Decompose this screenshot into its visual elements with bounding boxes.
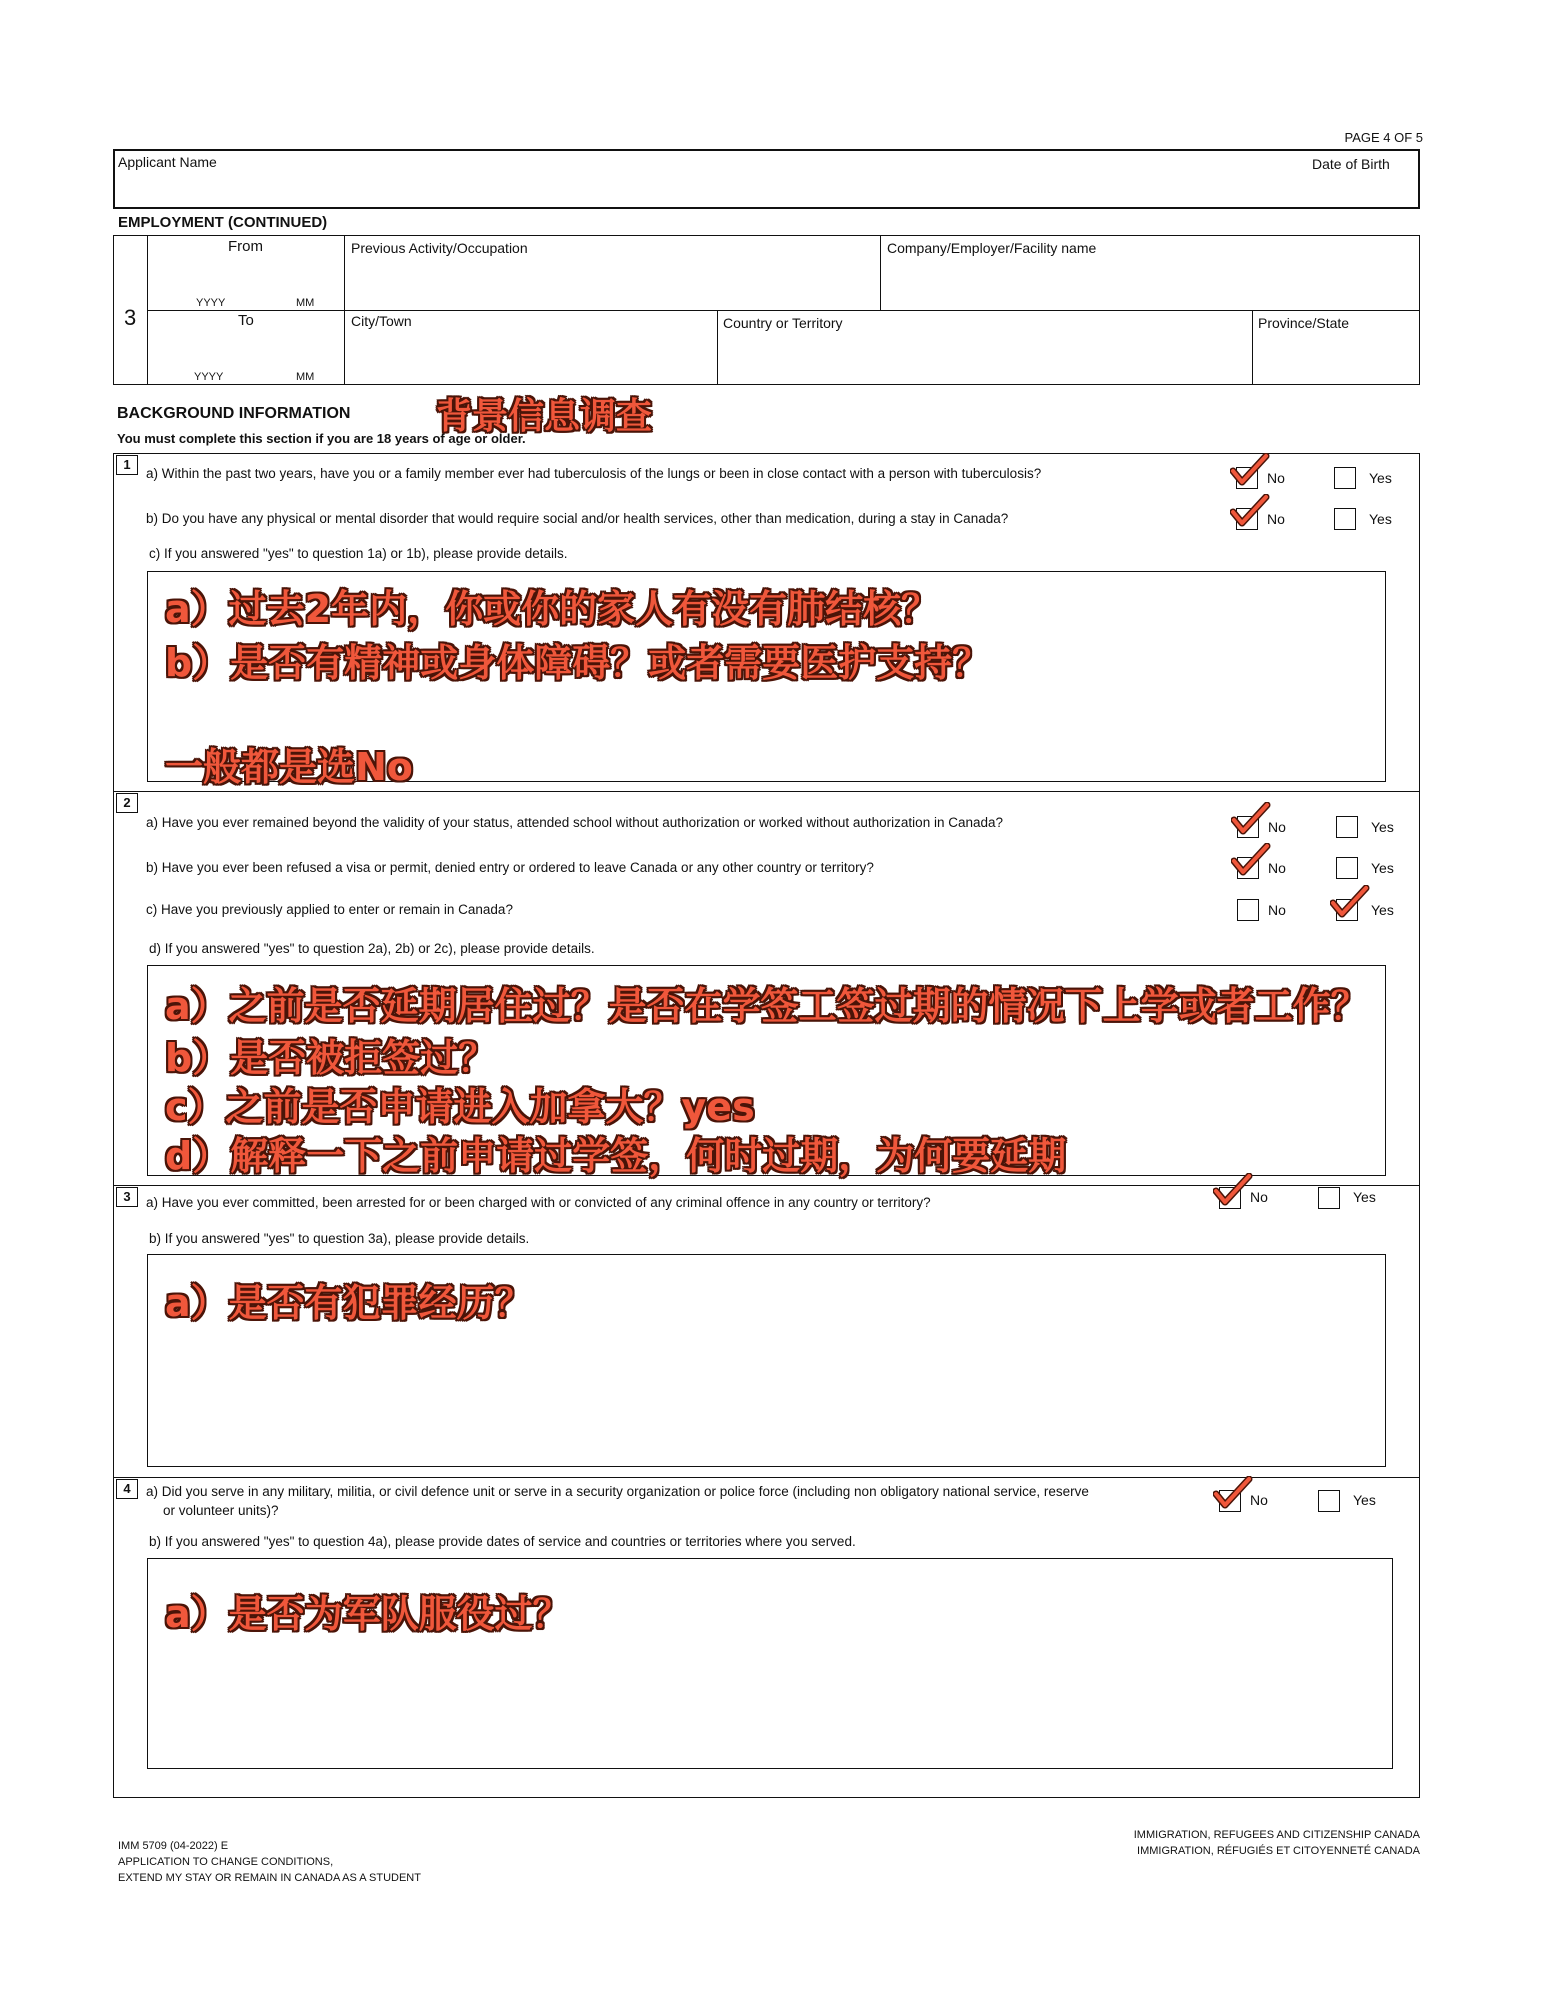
footer-dept-fr: IMMIGRATION, RÉFUGIÉS ET CITOYENNETÉ CANADA [1137,1845,1420,1857]
q1b-no-label: No [1267,511,1285,527]
q1a-yes-label: Yes [1369,470,1392,486]
company-label: Company/Employer/Facility name [887,240,1097,256]
question-1a-text: a) Within the past two years, have you or a family member ever had tuberculosis of the lungs or been in close contact with a person with tuberculosis? [146,466,1042,481]
previous-activity-label: Previous Activity/Occupation [351,240,528,256]
q1b-yes-checkbox[interactable] [1334,508,1356,530]
q2a-yes-label: Yes [1371,819,1394,835]
question-4-number: 4 [116,1479,138,1499]
to-mm: MM [296,371,315,383]
q1-annotation-b: b）是否有精神或身体障碍？或者需要医护支持？ [165,641,991,685]
dob-label: Date of Birth [1312,156,1390,172]
question-2b-text: b) Have you ever been refused a visa or permit, denied entry or ordered to leave Canada or any other country or territory? [146,860,874,875]
footer-form-title-1: APPLICATION TO CHANGE CONDITIONS, [118,1856,334,1868]
question-2a-text: a) Have you ever remained beyond the validity of your status, attended school without authorization or worked without authorization in Canada? [146,815,1004,830]
q4a-no-label: No [1250,1492,1268,1508]
q2-annotation-b: b）是否被拒签过？ [165,1036,497,1080]
q2-annotation-d: d）解释一下之前申请过学签，何时过期，为何要延期 [165,1134,1067,1178]
question-1-number: 1 [116,455,138,475]
q2c-yes-label: Yes [1371,902,1394,918]
background-title: BACKGROUND INFORMATION [117,405,351,422]
question-4a-text-line1: a) Did you serve in any military, militia, or civil defence unit or serve in a security organization or police force (including non obligatory national service, reserve [146,1484,1089,1499]
q3a-checkmark-icon [1213,1173,1253,1209]
q3a-no-label: No [1250,1189,1268,1205]
q4a-yes-checkbox[interactable] [1318,1490,1340,1512]
background-annotation: 背景信息调查 [436,396,653,437]
q2-annotation-a: a）之前是否延期居住过？是否在学签工签过期的情况下上学或者工作？ [165,984,1369,1028]
question-1b-text: b) Do you have any physical or mental disorder that would require social and/or health services, other than medication, during a stay in Canada? [146,511,1009,526]
q2a-checkmark-icon [1231,802,1271,838]
q1-annotation-a: a）过去2年内，你或你的家人有没有肺结核？ [165,587,940,631]
city-label: City/Town [351,313,412,329]
footer-form-title-2: EXTEND MY STAY OR REMAIN IN CANADA AS A STUDENT [118,1872,421,1884]
applicant-name-label: Applicant Name [118,154,217,170]
q2c-no-label: No [1268,902,1286,918]
employment-row-number: 3 [124,305,137,330]
to-yyyy: YYYY [194,371,224,383]
q3-annotation-a: a）是否有犯罪经历？ [165,1281,533,1325]
question-2d-text: d) If you answered "yes" to question 2a), 2b) or 2c), please provide details. [149,941,595,956]
question-2-number: 2 [116,793,138,813]
q2a-yes-checkbox[interactable] [1336,816,1358,838]
q2b-no-label: No [1268,860,1286,876]
q2b-yes-label: Yes [1371,860,1394,876]
question-3b-text: b) If you answered "yes" to question 3a), please provide details. [149,1231,530,1246]
from-mm: MM [296,297,315,309]
q4a-checkmark-icon [1213,1476,1253,1512]
q1a-yes-checkbox[interactable] [1334,467,1356,489]
employment-title: EMPLOYMENT (CONTINUED) [118,214,328,231]
q4-annotation-a: a）是否为军队服役过？ [165,1592,571,1636]
q2c-checkmark-icon [1330,885,1370,921]
from-label: From [228,238,263,255]
applicant-header-box [113,149,1420,209]
q1-annotation-note: 一般都是选No [165,745,413,789]
question-1c-text: c) If you answered "yes" to question 1a) or 1b), please provide details. [149,546,568,561]
q2a-no-label: No [1268,819,1286,835]
question-4b-text: b) If you answered "yes" to question 4a), please provide dates of service and countries or territories where you served. [149,1534,856,1549]
footer-dept-en: IMMIGRATION, REFUGEES AND CITIZENSHIP CANADA [1133,1829,1420,1841]
q1a-no-label: No [1267,470,1285,486]
province-label: Province/State [1258,315,1350,331]
country-label: Country or Territory [723,315,843,331]
q4a-yes-label: Yes [1353,1492,1376,1508]
footer-form-id: IMM 5709 (04-2022) E [118,1840,229,1852]
q3a-yes-checkbox[interactable] [1318,1187,1340,1209]
page-label: PAGE 4 OF 5 [1344,130,1423,145]
q1a-checkmark-icon [1230,453,1270,489]
question-3-number: 3 [116,1187,138,1207]
q2b-checkmark-icon [1231,843,1271,879]
from-yyyy: YYYY [196,297,226,309]
background-subtitle: You must complete this section if you are 18 years of age or older. [117,431,526,446]
q1b-checkmark-icon [1230,494,1270,530]
q2-annotation-c: c）之前是否申请进入加拿大？yes [165,1085,755,1129]
q3a-yes-label: Yes [1353,1189,1376,1205]
q1b-yes-label: Yes [1369,511,1392,527]
q2b-yes-checkbox[interactable] [1336,857,1358,879]
q2c-no-checkbox[interactable] [1237,899,1259,921]
question-3a-text: a) Have you ever committed, been arrested for or been charged with or convicted of any criminal offence in any country or territory? [146,1195,931,1210]
question-2c-text: c) Have you previously applied to enter or remain in Canada? [146,902,513,917]
question-4a-text-line2: or volunteer units)? [163,1503,279,1518]
to-label: To [238,312,254,329]
